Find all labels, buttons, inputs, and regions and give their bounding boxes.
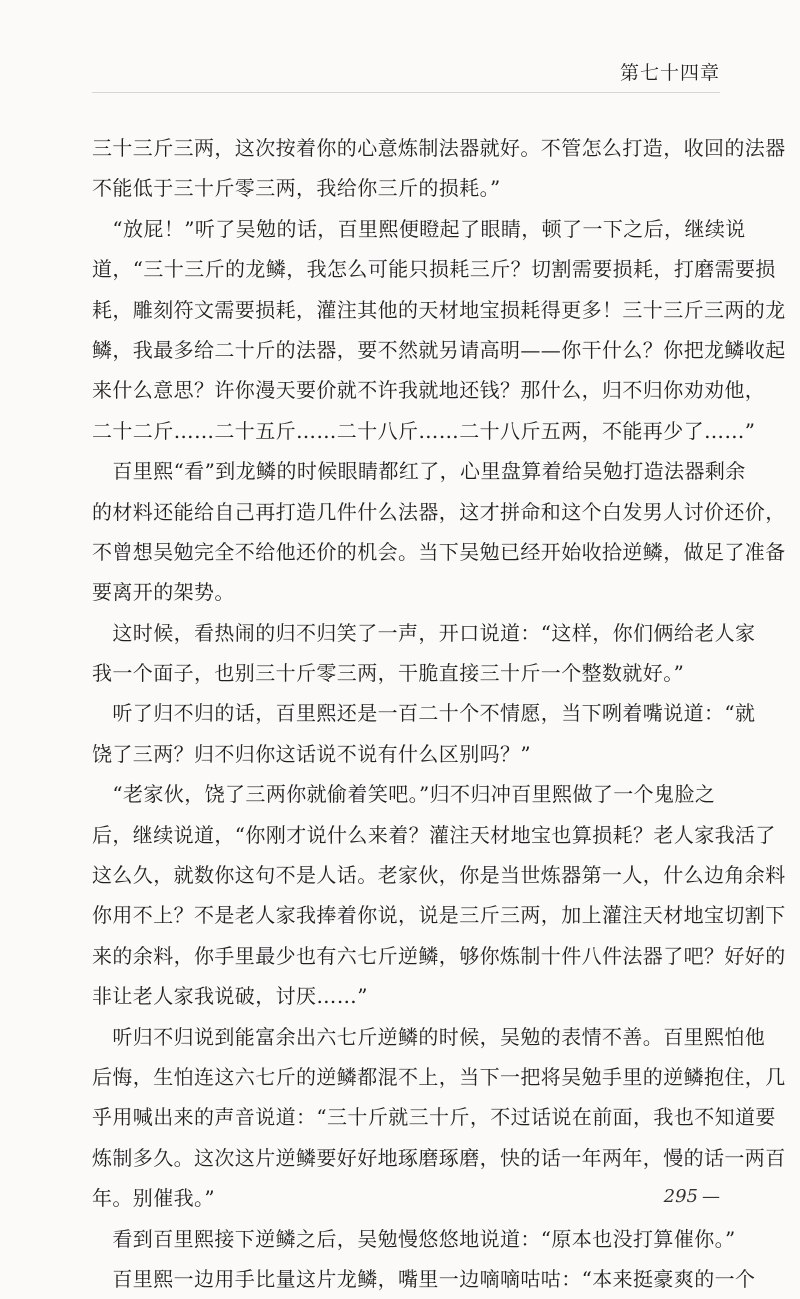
text-line: 要离开的架势。 — [92, 580, 235, 605]
text-line: “老家伙，饶了三两你就偷着笑吧。”归不归冲百里熙做了一个鬼脸之 — [92, 782, 716, 807]
text-line: 不能低于三十斤零三两，我给你三斤的损耗。” — [92, 176, 501, 201]
text-line: 来的余料，你手里最少也有六七斤逆鳞，够你炼制十件八件法器了吧？好好的 — [92, 943, 786, 968]
text-line: 耗，雕刻符文需要损耗，灌注其他的天材地宝损耗得更多！三十三斤三两的龙 — [92, 297, 786, 322]
text-line: 饶了三两？归不归你这话说不说有什么区别吗？” — [92, 741, 532, 766]
footer-dash: — — [702, 1186, 720, 1207]
text-line: 不曾想吴勉完全不给他还价的机会。当下吴勉已经开始收拾逆鳞，做足了准备 — [92, 539, 786, 564]
text-line: 后，继续说道，“你刚才说什么来着？灌注天材地宝也算损耗？老人家我活了 — [92, 822, 776, 847]
text-line: 后悔，生怕连这六七斤的逆鳞都混不上，当下一把将吴勉手里的逆鳞抱住，几 — [92, 1064, 786, 1089]
text-line: 鳞，我最多给二十斤的法器，要不然就另请高明——你干什么？你把龙鳞收起 — [92, 337, 786, 362]
text-line: 听归不归说到能富余出六七斤逆鳞的时候，吴勉的表情不善。百里熙怕他 — [92, 1024, 766, 1049]
text-line: 的材料还能给自己再打造几件什么法器，这才拼命和这个白发男人讨价还价， — [92, 499, 786, 524]
body-text — [92, 128, 786, 1299]
text-line: 百里熙一边用手比量这片龙鳞，嘴里一边嘀嘀咕咕：“本来挺豪爽的一个 — [92, 1266, 756, 1291]
text-line: 二十二斤……二十五斤……二十八斤……二十八斤五两，不能再少了……” — [92, 418, 756, 443]
text-line: 看到百里熙接下逆鳞之后，吴勉慢悠悠地说道：“原本也没打算催你。” — [92, 1226, 736, 1251]
text-line: 百里熙“看”到龙鳞的时候眼睛都红了，心里盘算着给吴勉打造法器剩余 — [92, 459, 746, 484]
text-line: 我一个面子，也别三十斤零三两，干脆直接三十斤一个整数就好。” — [92, 661, 685, 686]
text-line: 这么久，就数你这句不是人话。老家伙，你是当世炼器第一人，什么边角余料 — [92, 863, 786, 888]
text-line: 三十三斤三两，这次按着你的心意炼制法器就好。不管怎么打造，收回的法器 — [92, 136, 786, 160]
text-line: 炼制多久。这次这片逆鳞要好好地琢磨琢磨，快的话一年两年，慢的话一两百 — [92, 1145, 786, 1170]
text-line: 来什么意思？许你漫天要价就不许我就地还钱？那什么，归不归你劝劝他， — [92, 378, 766, 403]
text-line: “放屁！”听了吴勉的话，百里熙便瞪起了眼睛，顿了一下之后，继续说 — [92, 216, 746, 241]
text-line: 你用不上？不是老人家我捧着你说，说是三斤三两，加上灌注天材地宝切割下 — [92, 903, 786, 928]
text-line: 这时候，看热闹的归不归笑了一声，开口说道：“这样，你们俩给老人家 — [92, 620, 756, 645]
text-line: 非让老人家我说破，讨厌……” — [92, 984, 368, 1009]
text-line: 年。别催我。” — [92, 1186, 216, 1211]
page-number: 295 — [663, 1186, 698, 1207]
page-footer — [664, 1186, 720, 1207]
text-line: 道，“三十三斤的龙鳞，我怎么可能只损耗三斤？切割需要损耗，打磨需要损 — [92, 257, 776, 282]
header-divider — [92, 92, 720, 93]
text-line: 听了归不归的话，百里熙还是一百二十个不情愿，当下咧着嘴说道：“就 — [92, 701, 756, 726]
text-line: 乎用喊出来的声音说道：“三十斤就三十斤，不过话说在前面，我也不知道要 — [92, 1105, 776, 1130]
chapter-heading: 第七十四章 — [619, 62, 720, 84]
